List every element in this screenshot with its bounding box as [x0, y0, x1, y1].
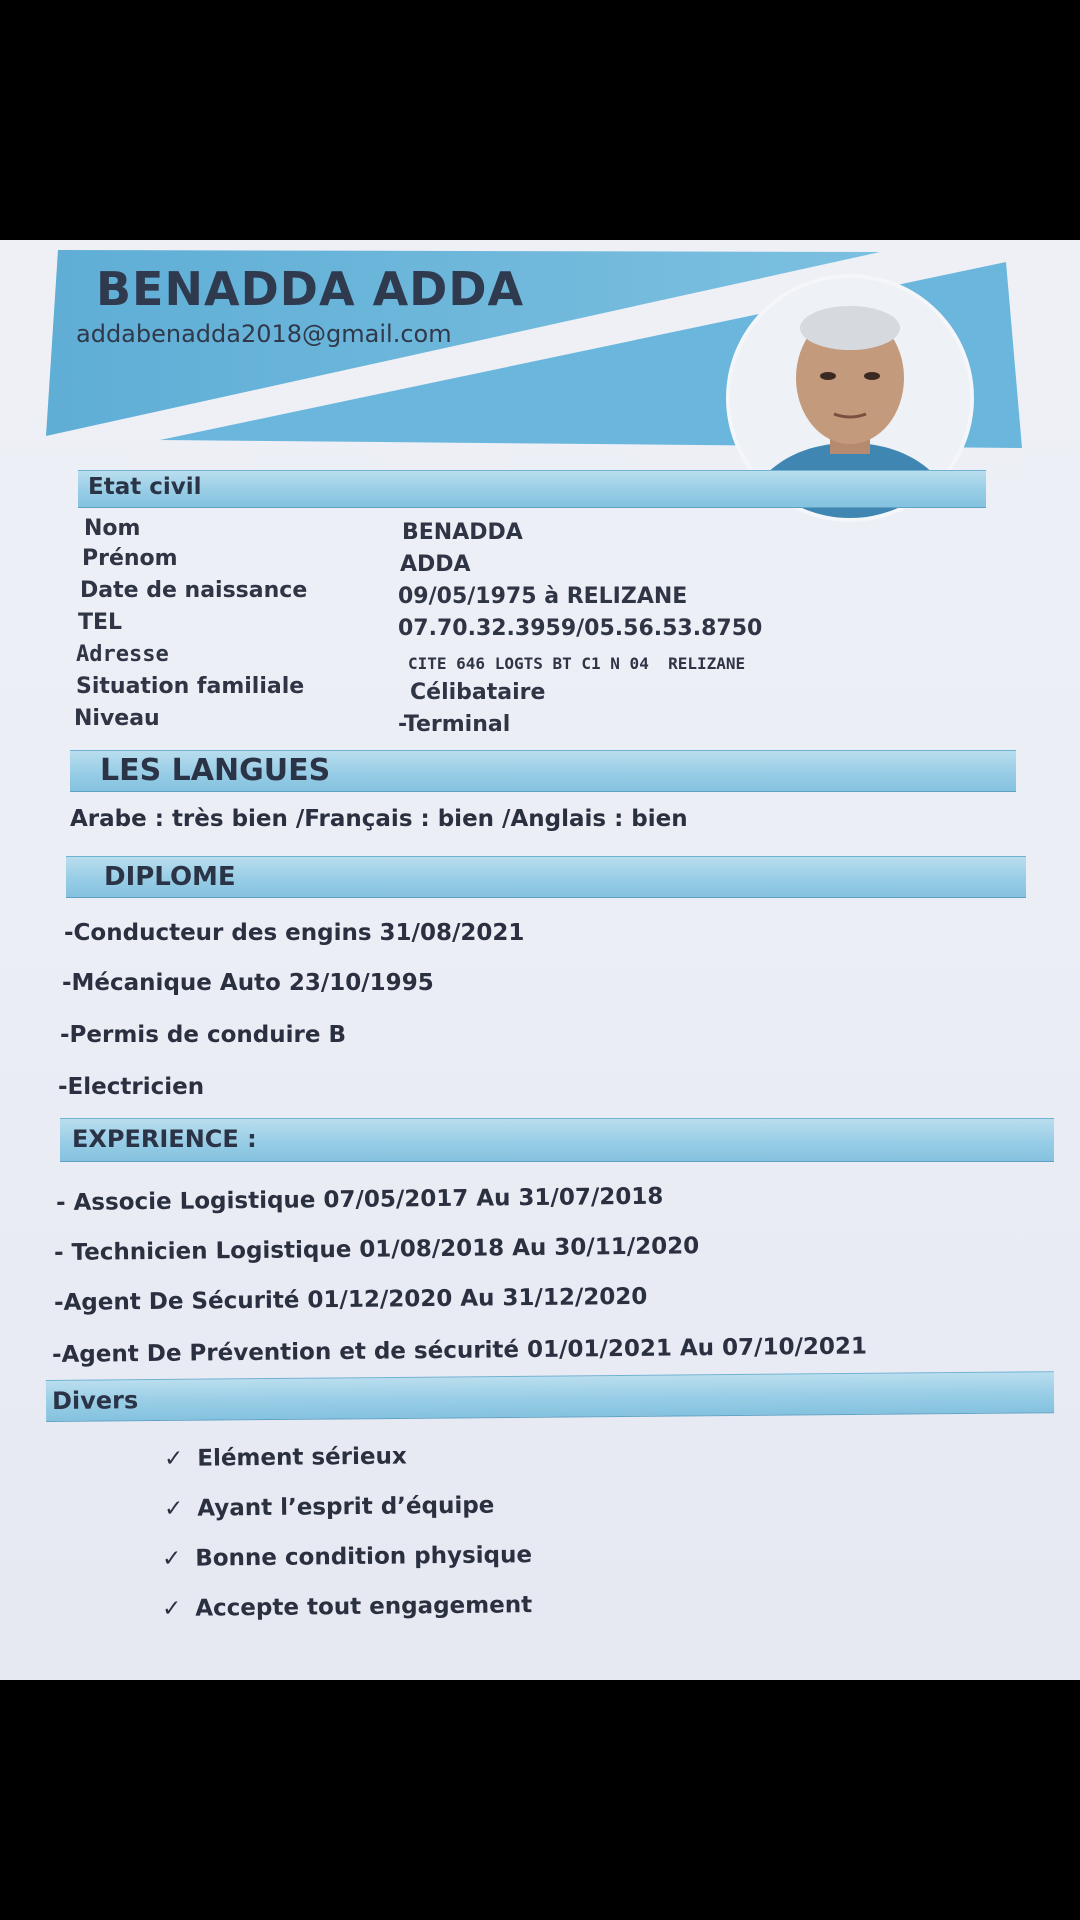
divers-item — [162, 1542, 532, 1572]
field-value-niveau: -Terminal — [398, 712, 511, 737]
field-value-nom: BENADDA — [402, 520, 523, 545]
divers-item — [162, 1592, 532, 1622]
field-label-situation: Situation familiale — [76, 674, 305, 699]
checkmark-icon: ✓ — [163, 1495, 184, 1522]
divers-item-label: Ayant l’esprit d’équipe — [197, 1492, 495, 1522]
checkmark-icon: ✓ — [163, 1445, 184, 1472]
checkmark-icon: ✓ — [161, 1595, 182, 1622]
section-bar-divers — [46, 1371, 1054, 1422]
checkmark-icon: ✓ — [161, 1545, 182, 1572]
candidate-email: addabenadda2018@gmail.com — [76, 320, 452, 348]
field-label-adresse: Adresse — [76, 642, 169, 667]
field-value-prenom: ADDA — [400, 552, 471, 577]
section-title-langues: LES LANGUES — [100, 753, 331, 788]
divers-item-label: Elément sérieux — [197, 1443, 407, 1472]
diplome-item: -Mécanique Auto 23/10/1995 — [62, 970, 434, 996]
field-label-niveau: Niveau — [74, 706, 160, 731]
section-bar-langues — [70, 750, 1016, 792]
diplome-item: -Conducteur des engins 31/08/2021 — [64, 920, 525, 946]
divers-item-label: Accepte tout engagement — [195, 1592, 533, 1622]
section-title-etat-civil: Etat civil — [88, 474, 202, 500]
section-bar-diplome — [66, 856, 1026, 898]
cv-page — [0, 240, 1080, 1680]
divers-item-label: Bonne condition physique — [195, 1542, 533, 1572]
field-value-situation: Célibataire — [410, 680, 546, 705]
diplome-item: -Permis de conduire B — [60, 1022, 346, 1048]
section-bar-experience — [60, 1118, 1054, 1162]
langues-text: Arabe : très bien /Français : bien /Anglais : bien — [70, 806, 688, 832]
field-value-date-naissance: 09/05/1975 à RELIZANE — [398, 584, 688, 609]
divers-item — [164, 1493, 495, 1522]
experience-item: - Technicien Logistique 01/08/2018 Au 30/11/2020 — [53, 1233, 700, 1266]
section-title-experience: EXPERIENCE : — [72, 1125, 257, 1153]
field-label-nom: Nom — [84, 516, 141, 541]
field-label-prenom: Prénom — [82, 546, 178, 571]
section-bar-etat-civil — [78, 470, 986, 508]
section-title-divers: Divers — [51, 1386, 139, 1415]
divers-item — [164, 1443, 407, 1472]
experience-item: -Agent De Prévention et de sécurité 01/01/2021 Au 07/10/2021 — [51, 1333, 868, 1368]
section-title-diplome: DIPLOME — [104, 862, 236, 892]
field-label-date-naissance: Date de naissance — [80, 578, 308, 603]
experience-item: -Agent De Sécurité 01/12/2020 Au 31/12/2020 — [53, 1283, 648, 1316]
field-value-tel: 07.70.32.3959/05.56.53.8750 — [398, 616, 763, 641]
diplome-item: -Electricien — [58, 1074, 205, 1100]
experience-item: - Associe Logistique 07/05/2017 Au 31/07/2018 — [55, 1183, 664, 1216]
field-value-adresse: CITE 646 LOGTS BT C1 N 04 RELIZANE — [408, 654, 746, 673]
candidate-name: BENADDA ADDA — [96, 262, 525, 316]
field-label-tel: TEL — [78, 610, 123, 635]
